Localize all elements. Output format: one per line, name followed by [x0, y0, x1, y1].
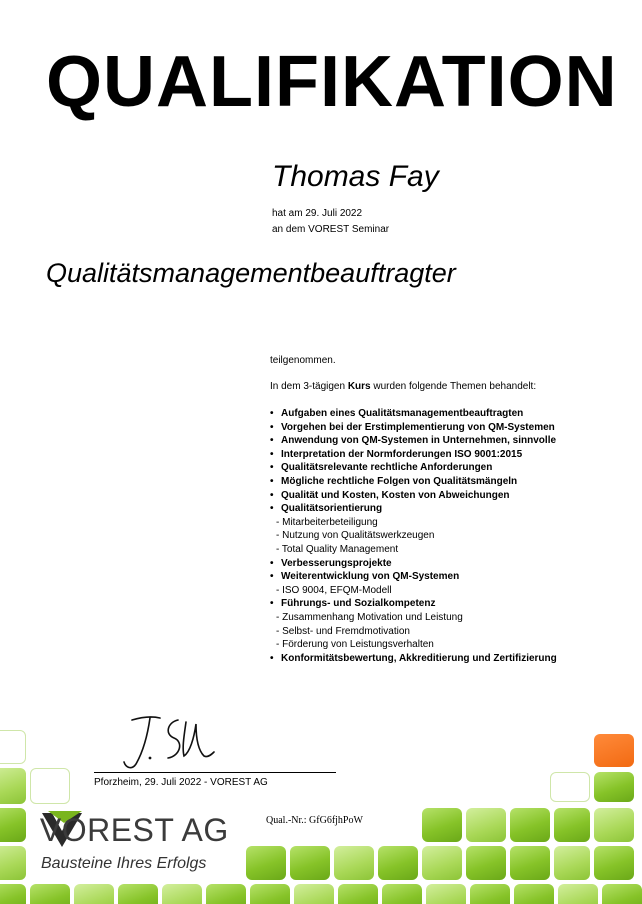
topic-subitem: - Zusammenhang Motivation und Leistung: [276, 611, 463, 623]
topic-item: • Anwendung von QM-Systemen in Unternehmen, sinnvolle: [270, 434, 610, 448]
tile: [554, 846, 590, 880]
topic-item: • Qualitätsorientierung: [270, 502, 610, 516]
topic-item-continuation: [270, 448, 610, 462]
tile: [294, 884, 334, 904]
tile: [554, 808, 590, 842]
tile: [290, 846, 330, 880]
topic-subitem: - Total Quality Management: [276, 543, 399, 555]
topic-continuation-text: Interpretation der Normforderungen ISO 9001:2015: [281, 448, 523, 460]
tile: [0, 846, 26, 880]
topic-item: • Führungs- und Sozialkompetenz: [270, 597, 610, 611]
course-title: Qualitätsmanagementbeauftragter: [46, 258, 456, 288]
topic-subitem: - Selbst- und Fremdmotivation: [276, 625, 410, 637]
signature-line: [94, 772, 336, 773]
tile: [466, 808, 506, 842]
seminar-line: an dem VOREST Seminar: [272, 224, 390, 235]
tile: [338, 884, 378, 904]
date-line: hat am 29. Juli 2022: [272, 208, 363, 219]
tile: [250, 884, 290, 904]
participated-text: teilgenommen.: [270, 355, 336, 366]
logo-name: [40, 814, 229, 846]
topic-subitem: - ISO 9004, EFQM-Modell: [276, 584, 392, 596]
topic-subitem: - Nutzung von Qualitätswerkzeugen: [276, 530, 435, 542]
tile: [0, 808, 26, 842]
tile: [594, 846, 634, 880]
topic-item: • Qualität und Kosten, Kosten von Abweichungen: [270, 489, 610, 503]
tile: [30, 884, 70, 904]
tile: [594, 772, 634, 802]
intro-pre: In dem 3-tägigen: [270, 381, 348, 392]
tile: [162, 884, 202, 904]
tile: [510, 808, 550, 842]
certificate-title: QUALIFIKATION: [46, 42, 618, 122]
tile: [470, 884, 510, 904]
tile: [514, 884, 554, 904]
tile: [246, 846, 286, 880]
signature: [120, 712, 215, 772]
recipient-name: Thomas Fay: [272, 160, 439, 193]
tile: [0, 730, 26, 764]
intro-text: [270, 381, 536, 392]
tile: [30, 768, 70, 804]
tile: [422, 846, 462, 880]
topic-subitem: - Mitarbeiterbeteiligung: [276, 516, 378, 528]
topic-item: • Aufgaben eines Qualitätsmanagementbeauftragten: [270, 407, 610, 421]
tile: [550, 772, 590, 802]
logo-tagline: Bausteine Ihres Erfolgs: [41, 855, 207, 872]
tile: [558, 884, 598, 904]
tile: [602, 884, 642, 904]
topic-item: • Vorgehen bei der Erstimplementierung von QM-Systemen: [270, 421, 610, 435]
topic-item: • Qualitätsrelevante rechtliche Anforderungen: [270, 461, 610, 475]
intro-post: wurden folgende Themen behandelt:: [370, 381, 537, 392]
tile: [118, 884, 158, 904]
tile: [422, 808, 462, 842]
place-date: Pforzheim, 29. Juli 2022 - VOREST AG: [94, 777, 268, 788]
tile-orange: [594, 734, 634, 767]
tile: [378, 846, 418, 880]
tile: [594, 808, 634, 842]
qualification-number: Qual.-Nr.: GfG6fjhPoW: [266, 815, 363, 826]
logo-name-text: VOREST AG: [39, 812, 229, 848]
tile: [334, 846, 374, 880]
topic-list: [270, 407, 610, 665]
tile: [426, 884, 466, 904]
topic-item: • Verbesserungsprojekte: [270, 557, 610, 571]
tile: [510, 846, 550, 880]
intro-bold: Kurs: [347, 381, 371, 392]
tile: [0, 884, 26, 904]
tile: [466, 846, 506, 880]
tile: [0, 768, 26, 804]
topic-subitem: - Förderung von Leistungsverhalten: [276, 639, 434, 651]
tile: [206, 884, 246, 904]
topic-item: • Weiterentwicklung von QM-Systemen: [270, 570, 610, 584]
tile: [74, 884, 114, 904]
tile: [382, 884, 422, 904]
topic-item: • Konformitätsbewertung, Akkreditierung und Zertifizierung: [270, 652, 610, 666]
topic-item: • Mögliche rechtliche Folgen von Qualitätsmängeln: [270, 475, 610, 489]
